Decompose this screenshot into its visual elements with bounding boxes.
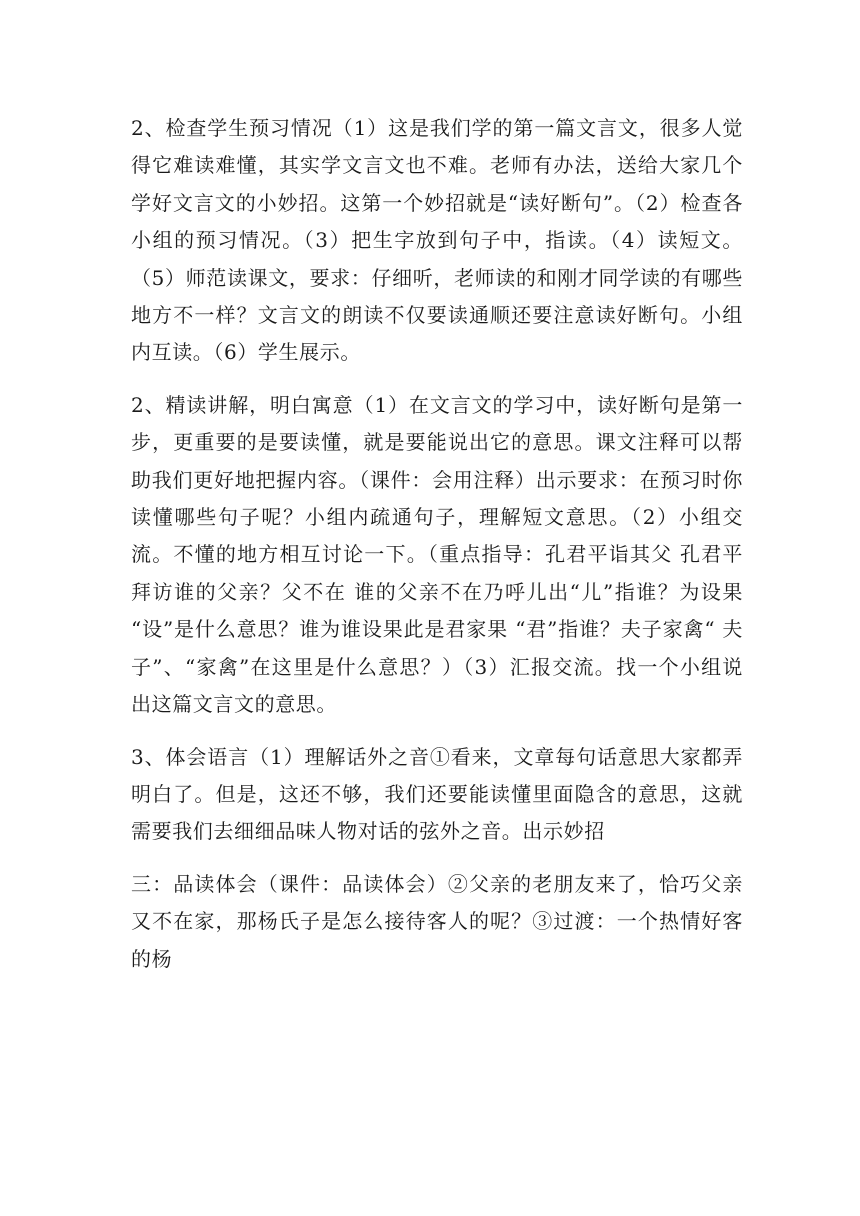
paragraph-language-appreciation: 3、体会语言（1）理解话外之音①看来，文章每句话意思大家都弄明白了。但是，这还不够，我们还要能读懂里面隐含的意思，这就需要我们去细细品味人物对话的弦外之音。出示妙招 xyxy=(131,744,743,844)
paragraph-close-reading: 2、精读讲解，明白寓意（1）在文言文的学习中，读好断句是第一步，更重要的是要读懂，就是要能说出它的意思。课文注释可以帮助我们更好地把握内容。（课件：会用注释）出示要求：在预习时你读懂哪些句子呢？小组内疏通句子，理解短文意思。（2）小组交流。不懂的地方相互讨论一下。（重点指导：孔君平诣其父 孔君平拜访谁的父亲？父不在 谁的父亲不在乃呼儿出“儿”指谁？为设果 “设”是什么意思？谁为谁设果此是君家果 “君”指谁？夫子家禽“ 夫子”、“家禽”在这里是什么意思？）（3）汇报交流。找一个小组说出这篇文言文的意思。 xyxy=(131,392,743,717)
paragraph-reading-experience: 三：品读体会（课件：品读体会）②父亲的老朋友来了，恰巧父亲又不在家，那杨氏子是怎么接待客人的呢？③过渡：一个热情好客的杨 xyxy=(131,871,743,971)
document-body xyxy=(131,110,743,993)
paragraph-preview-check: 2、检查学生预习情况（1）这是我们学的第一篇文言文，很多人觉得它难读难懂，其实学文言文也不难。老师有办法，送给大家几个学好文言文的小妙招。这第一个妙招就是“读好断句”。（2）检查各小组的预习情况。（3）把生字放到句子中，指读。（4）读短文。（5）师范读课文，要求：仔细听，老师读的和刚才同学读的有哪些地方不一样？文言文的朗读不仅要读通顺还要注意读好断句。小组内互读。（6）学生展示。 xyxy=(131,116,743,365)
